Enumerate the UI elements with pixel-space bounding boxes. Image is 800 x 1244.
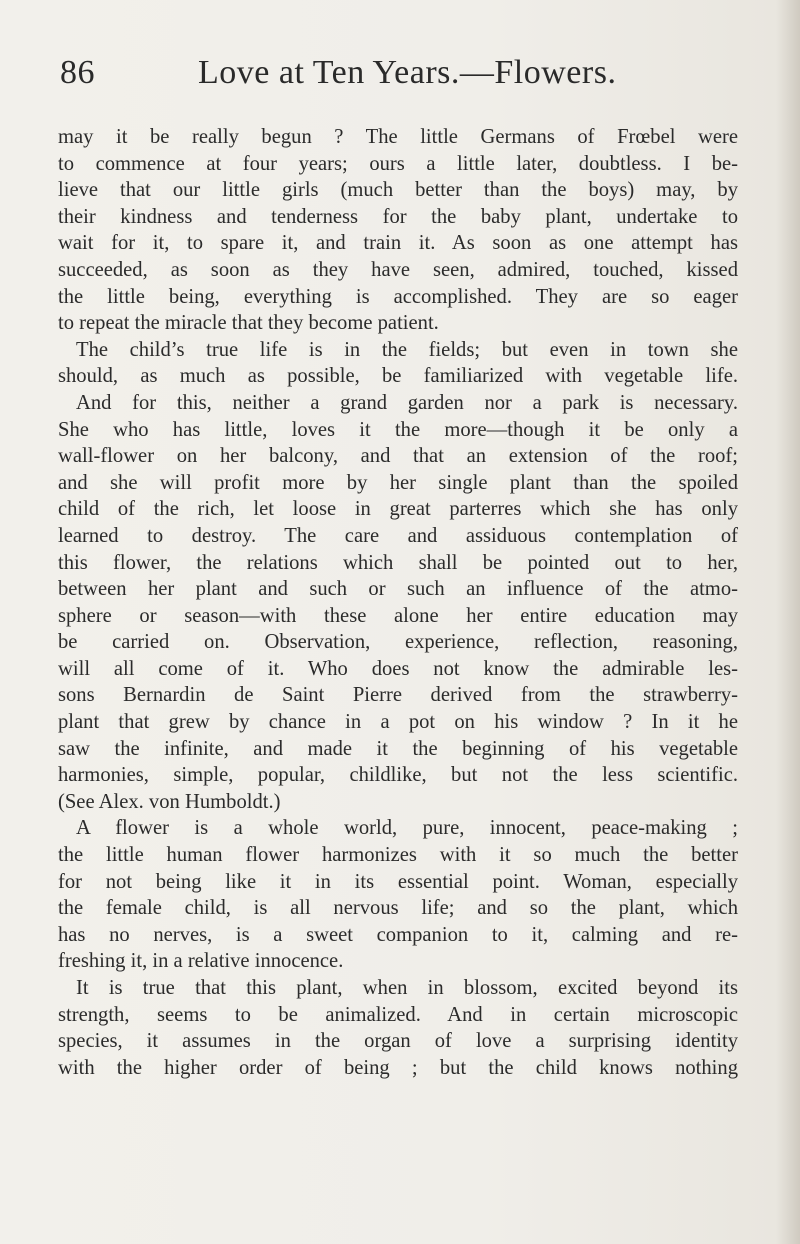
text-line: sons Bernardin de Saint Pierre derived from the strawberry-: [58, 684, 738, 707]
text-line: wait for it, to spare it, and train it. As soon as one attempt has: [58, 232, 738, 255]
text-line: may it be really begun ? The little Germans of Frœbel were: [58, 126, 738, 148]
text-line: sphere or season—with these alone her entire education may: [58, 604, 738, 627]
text-line: be carried on. Observation, experience, reflection, reasoning,: [58, 631, 738, 654]
text-line: freshing it, in a relative innocence.: [58, 950, 344, 973]
text-line: The child’s true life is in the fields; but even in town she: [76, 338, 738, 361]
text-line: succeeded, as soon as they have seen, admired, touched, kissed: [58, 258, 738, 281]
text-line: She who has little, loves it the more—though it be only a: [58, 418, 738, 441]
text-line: And for this, neither a grand garden nor a park is necessary.: [76, 391, 738, 414]
text-line: (See Alex. von Humboldt.): [58, 790, 281, 813]
page-header: [60, 54, 740, 104]
text-line: the little human flower harmonizes with it so much the better: [58, 844, 738, 867]
text-line: to repeat the miracle that they become patient.: [58, 312, 439, 335]
text-line: their kindness and tenderness for the baby plant, undertake to: [58, 205, 738, 228]
text-line: saw the infinite, and made it the beginning of his vegetable: [58, 737, 738, 760]
running-title: Love at Ten Years.—Flowers.: [198, 54, 617, 91]
text-line: will all come of it. Who does not know the admirable les-: [58, 657, 738, 680]
body-text: [58, 124, 738, 1081]
text-line: plant that grew by chance in a pot on his window ? In it he: [58, 711, 738, 734]
text-line: should, as much as possible, be familiarized with vegetable life.: [58, 365, 738, 388]
text-line: has no nerves, is a sweet companion to it, calming and re-: [58, 923, 738, 946]
page-number: 86: [60, 54, 95, 91]
text-line: strength, seems to be animalized. And in certain microscopic: [58, 1003, 738, 1026]
text-line: for not being like it in its essential point. Woman, especially: [58, 870, 738, 893]
text-line: with the higher order of being ; but the child knows nothing: [58, 1056, 738, 1079]
text-line: A flower is a whole world, pure, innocent, peace-making ;: [76, 817, 738, 840]
text-line: child of the rich, let loose in great parterres which she has only: [58, 498, 738, 521]
text-line: species, it assumes in the organ of love a surprising identity: [58, 1030, 738, 1053]
text-line: harmonies, simple, popular, childlike, but not the less scientific.: [58, 764, 738, 787]
text-line: the female child, is all nervous life; and so the plant, which: [58, 897, 738, 920]
text-line: this flower, the relations which shall be pointed out to her,: [58, 551, 738, 574]
text-line: wall-flower on her balcony, and that an extension of the roof;: [58, 445, 738, 468]
text-line: and she will profit more by her single plant than the spoiled: [58, 471, 738, 494]
text-line: between her plant and such or such an influence of the atmo-: [58, 578, 738, 601]
text-line: learned to destroy. The care and assiduous contemplation of: [58, 524, 738, 547]
text-line: to commence at four years; ours a little later, doubtless. I be-: [58, 152, 738, 175]
text-line: lieve that our little girls (much better than the boys) may, by: [58, 179, 738, 202]
text-line: the little being, everything is accomplished. They are so eager: [58, 285, 738, 308]
text-line: It is true that this plant, when in blossom, excited beyond its: [76, 977, 738, 999]
